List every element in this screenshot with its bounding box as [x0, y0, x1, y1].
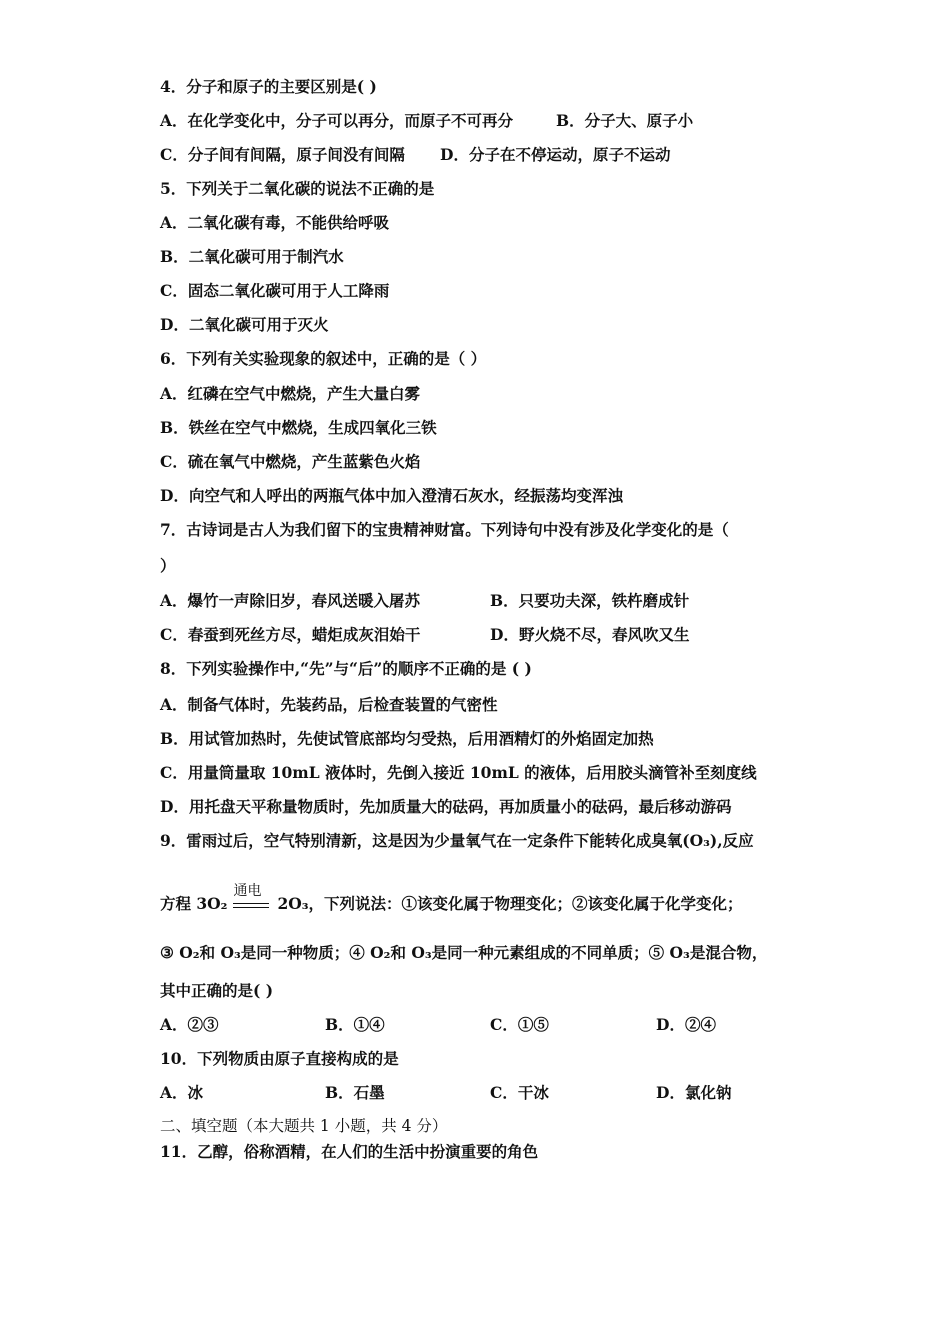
q5-option-b: B．二氧化碳可用于制汽水	[160, 247, 344, 266]
q7-option-b: B．只要功夫深，铁杵磨成针	[490, 591, 690, 610]
q9-question: 其中正确的是( )	[160, 981, 274, 1000]
q7-option-a: A．爆竹一声除旧岁，春风送暖入屠苏	[160, 591, 421, 610]
q4-option-c: C．分子间有间隔，原子间没有间隔	[160, 145, 405, 164]
q5-option-a: A．二氧化碳有毒，不能供给呼吸	[160, 213, 390, 232]
section-heading: 二、填空题（本大题共 1 小题，共 4 分）	[160, 1117, 448, 1135]
q8-option-b: B．用试管加热时，先使试管底部均匀受热，后用酒精灯的外焰固定加热	[160, 729, 654, 748]
q5-option-d: D．二氧化碳可用于灭火	[160, 315, 329, 334]
q8-option-d: D．用托盘天平称量物质时，先加质量大的砝码，再加质量小的砝码，最后移动游码	[160, 797, 732, 816]
q7-option-c: C．春蚕到死丝方尽，蜡炬成灰泪始干	[160, 625, 421, 644]
q7-option-d: D．野火烧不尽，春风吹又生	[490, 625, 690, 644]
q9-equation-suffix: 2O₃，下列说法：①该变化属于物理变化；②该变化属于化学变化；	[277, 894, 743, 913]
q10-option-c: C．干冰	[490, 1083, 549, 1102]
q9-option-d: D．②④	[656, 1015, 716, 1034]
q5-option-c: C．固态二氧化碳可用于人工降雨	[160, 281, 390, 300]
reaction-arrow	[231, 883, 273, 913]
q8-stem: 8．下列实验操作中,“先”与“后”的顺序不正确的是 ( )	[160, 659, 532, 678]
q10-stem: 10．下列物质由原子直接构成的是	[160, 1049, 399, 1068]
q6-option-c: C．硫在氧气中燃烧，产生蓝紫色火焰	[160, 452, 421, 471]
q4-option-a: A．在化学变化中，分子可以再分，而原子不可再分	[160, 111, 514, 130]
q11-stem: 11．乙醇，俗称酒精，在人们的生活中扮演重要的角色	[160, 1142, 539, 1161]
q9-option-c: C．①⑤	[490, 1015, 549, 1034]
q10-option-b: B．石墨	[325, 1083, 385, 1102]
q6-option-d: D．向空气和人呼出的两瓶气体中加入澄清石灰水，经振荡均变浑浊	[160, 486, 623, 505]
q10-option-d: D．氯化钠	[656, 1083, 732, 1102]
q7-stem: 7．古诗词是古人为我们留下的宝贵精神财富。下列诗句中没有涉及化学变化的是（	[160, 520, 729, 539]
q9-option-a: A．②③	[160, 1015, 219, 1034]
q9-option-b: B．①④	[325, 1015, 385, 1034]
q10-option-a: A．冰	[160, 1083, 204, 1102]
q5-stem: 5．下列关于二氧化碳的说法不正确的是	[160, 179, 435, 198]
q6-option-b: B．铁丝在空气中燃烧，生成四氧化三铁	[160, 418, 437, 437]
q9-statements: ③ O₂和 O₃是同一种物质；④ O₂和 O₃是同一种元素组成的不同单质；⑤ O₃是混合物，	[160, 943, 768, 962]
q6-option-a: A．红磷在空气中燃烧，产生大量白雾	[160, 384, 421, 403]
reaction-condition: 通电	[233, 883, 262, 899]
q8-option-a: A．制备气体时，先装药品，后检查装置的气密性	[160, 695, 498, 714]
q4-option-d: D．分子在不停运动，原子不运动	[440, 145, 671, 164]
q6-stem: 6．下列有关实验现象的叙述中，正确的是（ ）	[160, 349, 487, 368]
q9-equation-line	[160, 883, 743, 914]
q7-stem-end: ）	[160, 556, 176, 575]
q4-option-b: B．分子大、原子小	[556, 111, 694, 130]
q8-option-c: C．用量筒量取 10mL 液体时，先倒入接近 10mL 的液体，后用胶头滴管补至刻度线	[160, 763, 757, 782]
q9-stem: 9．雷雨过后，空气特别清新，这是因为少量氧气在一定条件下能转化成臭氧(O₃),反应	[160, 831, 754, 850]
q4-stem: 4．分子和原子的主要区别是( )	[160, 77, 377, 96]
q9-equation-prefix: 方程 3O₂	[160, 894, 228, 913]
